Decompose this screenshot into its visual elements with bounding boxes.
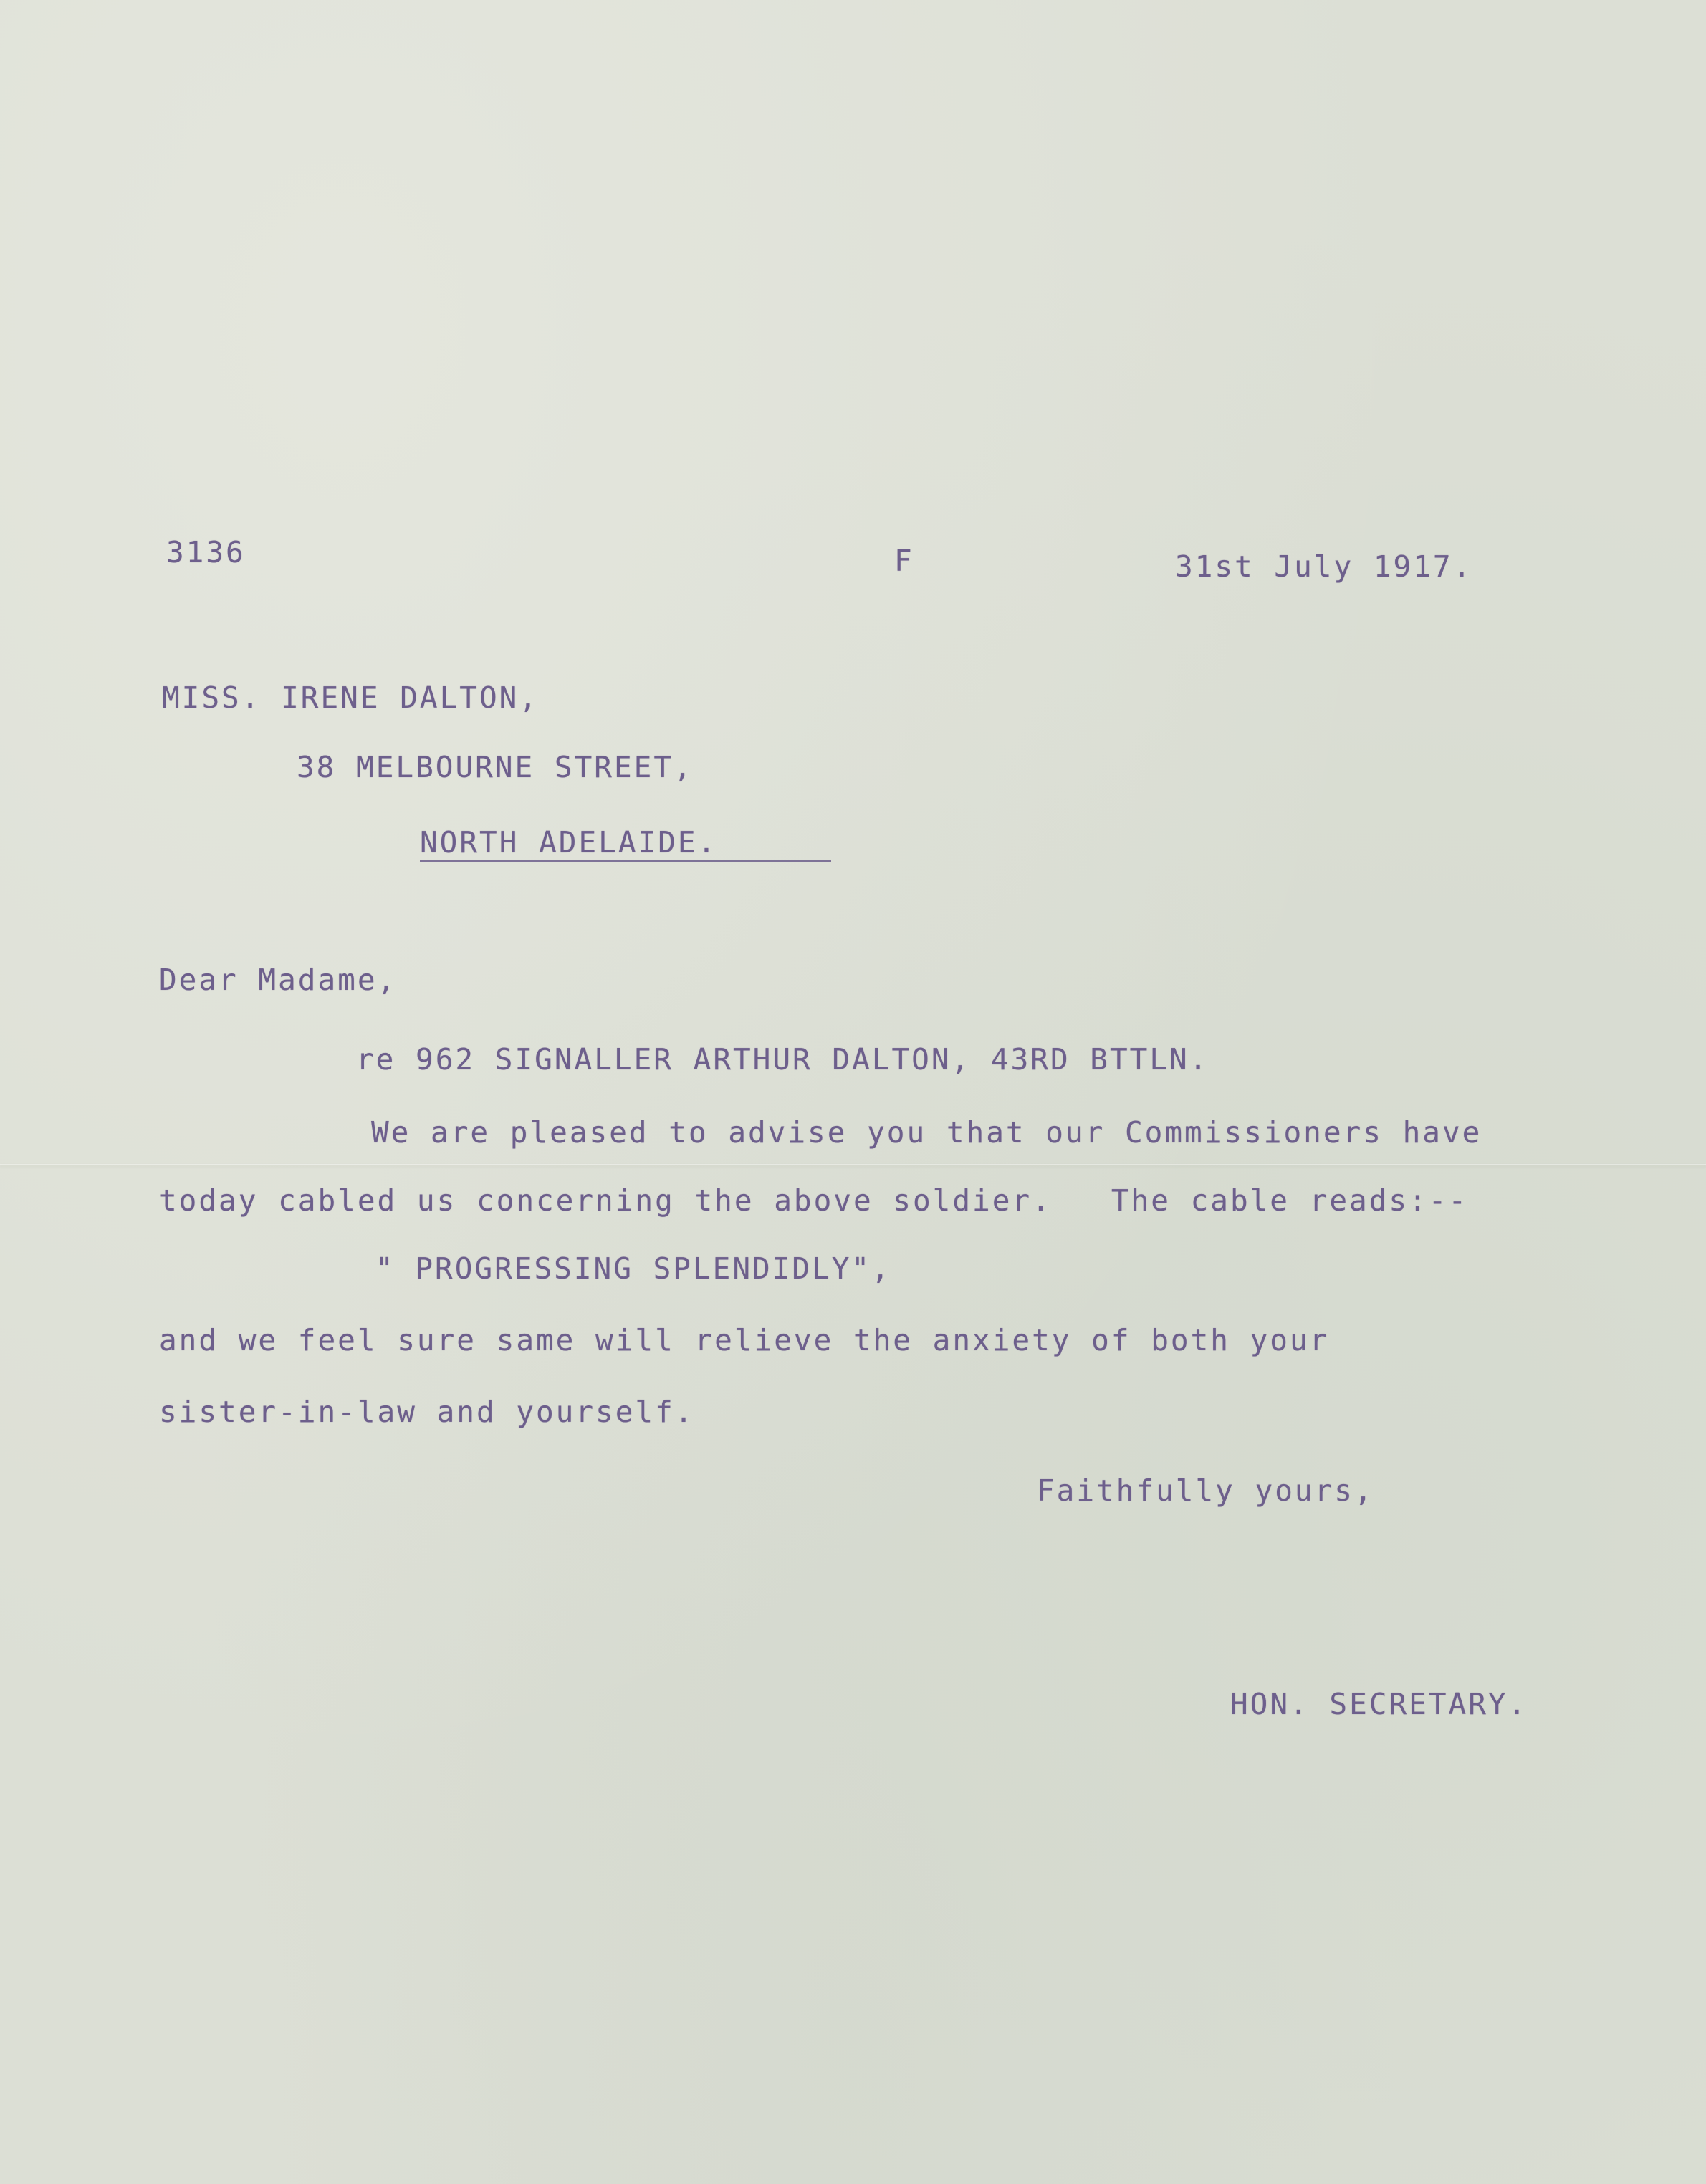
- file-mark: F: [894, 544, 914, 578]
- addressee-street: 38 MELBOURNE STREET,: [297, 750, 694, 784]
- body-line-2: today cabled us concerning the above soldier. The cable reads:--: [159, 1183, 1469, 1218]
- addressee-suburb: NORTH ADELAIDE.: [420, 825, 718, 860]
- letter-date: 31st July 1917.: [1175, 549, 1473, 584]
- salutation: Dear Madame,: [159, 963, 398, 997]
- subject-line: re 962 SIGNALLER ARTHUR DALTON, 43RD BTTLN.: [356, 1042, 1209, 1077]
- paper-fold-crease: [0, 1164, 1706, 1165]
- body-line-4: sister-in-law and yourself.: [159, 1395, 695, 1429]
- quoted-cable-text: " PROGRESSING SPLENDIDLY",: [375, 1251, 891, 1286]
- body-line-3: and we feel sure same will relieve the anxiety of both your: [159, 1323, 1330, 1357]
- signature-title: HON. SECRETARY.: [1230, 1687, 1528, 1721]
- body-line-1: We are pleased to advise you that our Commissioners have: [371, 1115, 1482, 1150]
- reference-number: 3136: [166, 535, 246, 569]
- suburb-underline: [420, 860, 831, 862]
- addressee-name: MISS. IRENE DALTON,: [162, 680, 539, 715]
- closing: Faithfully yours,: [1037, 1473, 1374, 1508]
